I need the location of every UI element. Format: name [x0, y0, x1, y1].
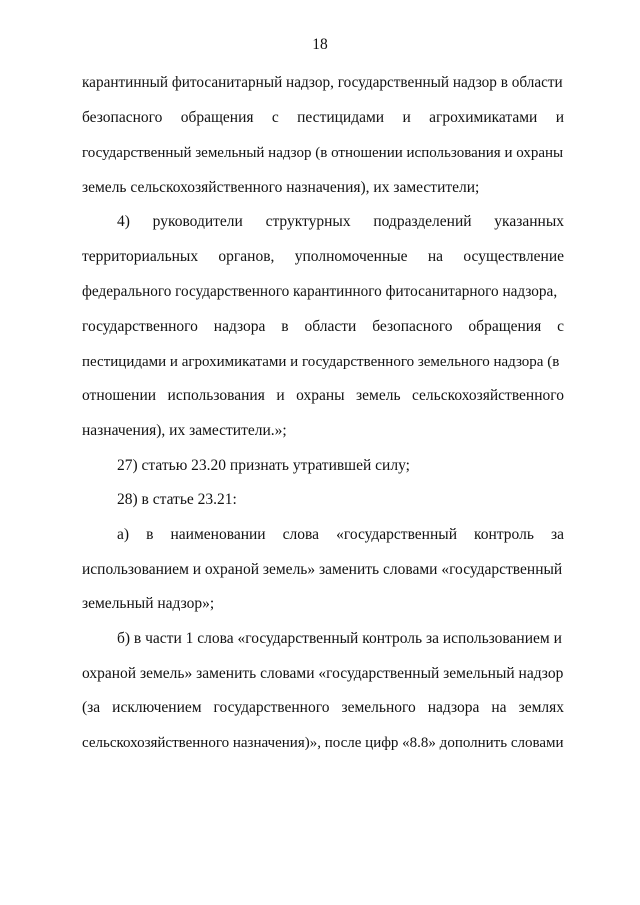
text-line: назначения), их заместители.»; [82, 422, 287, 439]
text-line: земель сельскохозяйственного назначения), их заместители; [82, 179, 480, 196]
text-line: использованием и охраной земель» заменить словами «государственный [82, 561, 563, 578]
text-line: 4) руководители структурных подразделений указанных [117, 213, 564, 230]
text-line: сельскохозяйственного назначения)», после цифр «8.8» дополнить словами [82, 735, 564, 751]
text-line: пестицидами и агрохимикатами и государственного земельного надзора (в [82, 354, 560, 370]
text-line: а) в наименовании слова «государственный контроль за [117, 526, 564, 543]
text-line: 27) статью 23.20 признать утратившей силу; [117, 457, 410, 474]
text-line: 28) в статье 23.21: [117, 491, 237, 508]
text-line: государственного надзора в области безопасного обращения с [82, 318, 564, 335]
text-line: отношении использования и охраны земель сельскохозяйственного [82, 387, 564, 404]
text-line: карантинный фитосанитарный надзор, государственный надзор в области [82, 74, 563, 91]
text-line: территориальных органов, уполномоченные на осуществление [82, 248, 564, 265]
text-line: земельный надзор»; [82, 595, 215, 612]
text-line: федерального государственного карантинного фитосанитарного надзора, [82, 283, 558, 300]
text-line: охраной земель» заменить словами «государственный земельный надзор [82, 665, 564, 682]
text-line: безопасного обращения с пестицидами и агрохимикатами и [82, 109, 564, 126]
page-number: 18 [312, 36, 328, 53]
text-line: (за исключением государственного земельного надзора на землях [82, 699, 564, 716]
text-line: государственный земельный надзор (в отношении использования и охраны [82, 145, 564, 161]
text-line: б) в части 1 слова «государственный контроль за использованием и [117, 630, 562, 647]
